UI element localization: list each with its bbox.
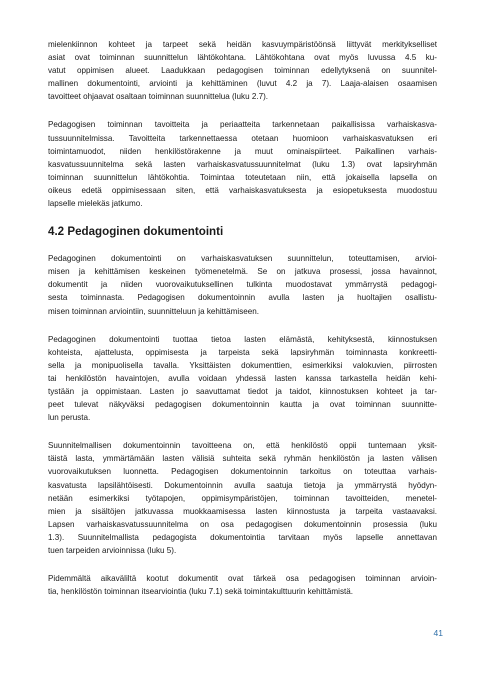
text-line: sesta toiminnasta. Pedagogisen dokumentoinnin avulla lasten ja huoltajien osallistu- xyxy=(48,293,437,303)
text-line: Lapsen varhaiskasvatussuunnitelma on osa pedagogisen dokumentoinnin prosessia (luku xyxy=(48,519,437,529)
intro-paragraph-2 xyxy=(48,118,437,210)
text-line: lapselle mielekäs jatkumo. xyxy=(48,199,143,209)
section-paragraph-3 xyxy=(48,439,437,557)
text-line: toimintamuodot, niiden henkilöstörakenne ja muut ominaispiirteet. Paikallinen varhais- xyxy=(48,146,437,156)
text-line: kasvatusta lapsilähtöisesti. Dokumentoinnin avulla saatuja tietoja ja ymmärrystä hyödyn- xyxy=(48,480,437,490)
text-line: toiminnan suunnittelun lähtökohtia. Toimintaa toteutetaan niin, että jokaisella lapsella on xyxy=(48,172,437,182)
section-paragraph-1 xyxy=(48,252,437,317)
section-heading: 4.2 Pedagoginen dokumentointi xyxy=(48,225,224,239)
document-page xyxy=(48,38,437,613)
text-line: lun perusta. xyxy=(48,413,91,423)
page-number: 41 xyxy=(433,628,443,638)
text-line: Pidemmältä aikaväliltä kootut dokumentit ovat tärkeä osa pedagogisen toiminnan arvioin- xyxy=(48,574,437,584)
text-line: kohteista, ajattelusta, oppimisesta ja tarpeista sekä lapsiryhmän toiminnasta konkreetti- xyxy=(48,347,437,357)
text-line: misen ja kehittämisen keskeinen työmenetelmä. Se on jatkuva prosessi, jossa havainnot, xyxy=(48,267,437,277)
text-line: Suunnitelmallisen dokumentoinnin tavoitteena on, että henkilöstö oppii tuntemaan yksit- xyxy=(48,441,437,451)
text-line: sella ja monipuolisella tavalla. Yksittäisten dokumenttien, esimerkiksi valokuvien, piirrosten xyxy=(48,360,437,370)
text-line: tystään ja oppimistaan. Lasten jo saavuttamat tiedot ja taidot, kiinnostuksen kohteet ja tar- xyxy=(48,386,437,396)
text-line: Pedagogisen toiminnan tavoitteita ja periaatteita tarkennetaan paikallisissa varhaiskasva- xyxy=(48,120,437,130)
text-line: tai henkilöstön havaintojen, avulla voidaan yhdessä lasten kanssa tarkastella heidän kehi- xyxy=(48,373,437,383)
text-line: mielenkiinnon kohteet ja tarpeet sekä heidän kasvuympäristöönsä liittyvät merkitykselliset xyxy=(48,40,437,49)
section-paragraph-2 xyxy=(48,333,437,425)
text-line: 1.3). Suunnitelmallista pedagogista dokumentointia tarvitaan myös lapselle annettavan xyxy=(48,532,437,542)
text-line: mien ja sisältöjen jatkuvassa muokkaamisessa lasten kiinnostusta ja tarpeita vastaavaksi. xyxy=(48,506,437,516)
text-line: tuen tarpeiden arvioinnissa (luku 5). xyxy=(48,546,177,555)
text-line: tavoitteet ohjaavat osaltaan toiminnan suunnittelua (luku 2.7). xyxy=(48,92,269,102)
text-line: oikeus edetä oppimisessaan siten, että varhaiskasvatuksesta ja esiopetuksesta muodostuu xyxy=(48,185,437,195)
text-line: täistä lasta, ymmärtämään lasten välisiä suhteita sekä ryhmän henkilöstön ja lasten välisen xyxy=(48,454,437,464)
text-line: misen toiminnan arviointiin, suunnitteluun ja kehittämiseen. xyxy=(48,306,260,316)
text-line: tia, henkilöstön toiminnan itsearviointia (luku 7.1) sekä toimintakulttuurin kehittämistä. xyxy=(48,587,354,597)
text-line: netään esimerkiksi työtapojen, oppimisympäristöjen, toiminnan tavoitteiden, menetel- xyxy=(48,493,437,503)
text-line: vuorovaikutuksen luonnetta. Pedagogisen dokumentoinnin tarkoitus on toteuttaa varhais- xyxy=(48,467,437,477)
text-line: Pedagoginen dokumentointi on varhaiskasvatuksen suunnittelun, toteuttamisen, arvioi- xyxy=(48,254,437,264)
text-line: vatut oppimisen alueet. Laadukkaan pedagogisen toiminnan edellytyksenä on suunnitel- xyxy=(48,66,437,76)
intro-paragraph-1 xyxy=(48,38,437,103)
text-line: asiat ovat toiminnan suunnittelun lähtökohtana. Lähtökohtana ovat myös luvussa 4.5 ku- xyxy=(48,53,437,63)
text-line: tussuunnitelmissa. Tavoitteita tarkennettaessa otetaan huomioon varhaiskasvatuksen eri xyxy=(48,133,437,143)
text-line: dokumentit ja niiden vuorovaikutuksellinen tulkinta muodostavat ymmärrystä pedagogi- xyxy=(48,280,437,290)
text-line: mallinen dokumentointi, arviointi ja kehittäminen (luvut 4.2 ja 7). Laaja-alaisen osaamisen xyxy=(48,79,437,89)
intro-section xyxy=(48,38,437,210)
text-line: Pedagoginen dokumentointi tuottaa tietoa lasten elämästä, kehityksestä, kiinnostuksen xyxy=(48,334,437,344)
text-line: peet tulevat näkyväksi pedagogisen dokumentoinnin kautta ja ovat toiminnan suunnitte- xyxy=(48,400,437,410)
text-line: kasvatussuunnitelma sekä lasten varhaiskasvatussuunnitelmat (luku 1.3) ovat lapsiryhmän xyxy=(48,159,437,169)
section-paragraph-4 xyxy=(48,572,437,598)
pedagogical-documentation-section xyxy=(48,252,437,598)
